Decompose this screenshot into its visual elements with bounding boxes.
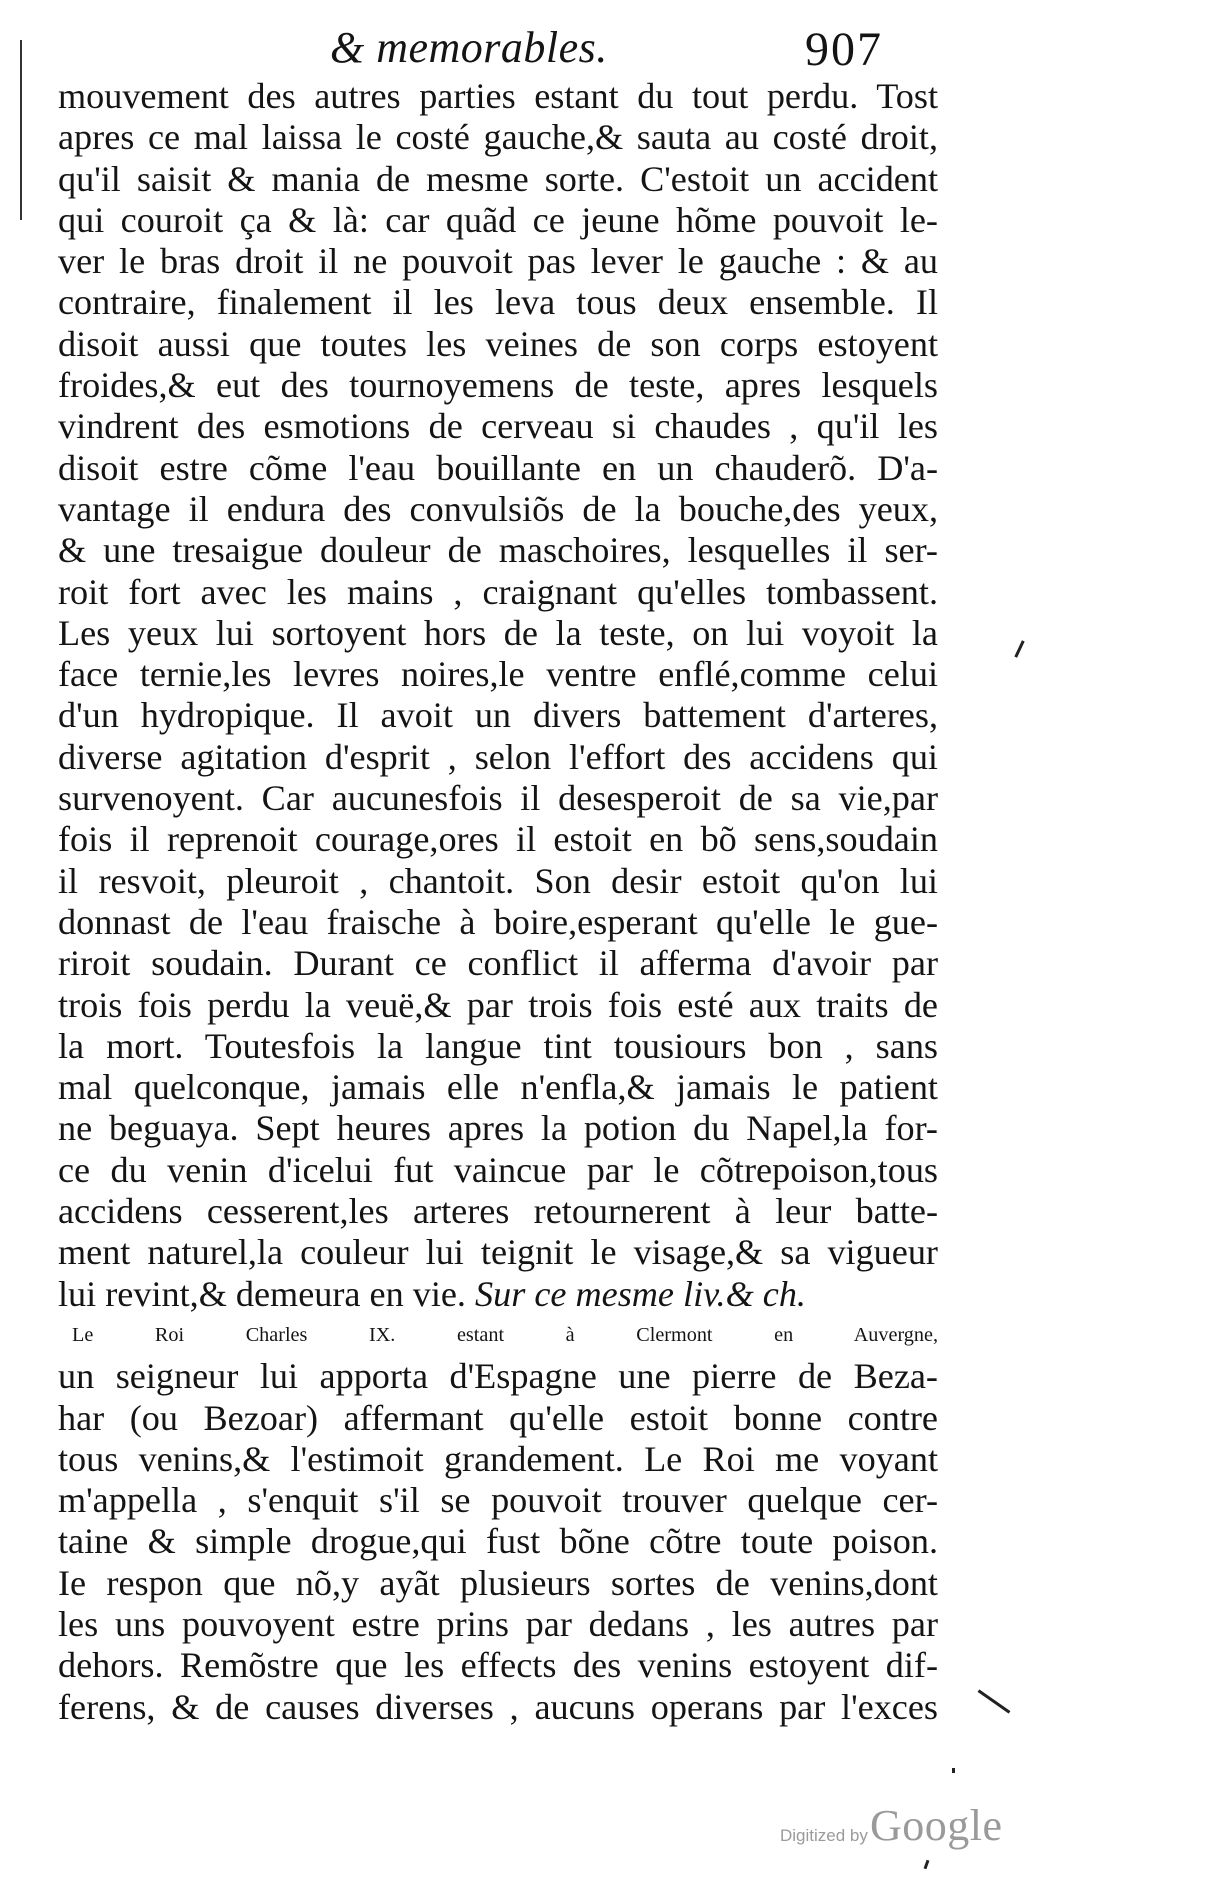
text-line-content: les uns pouvoyent estre prins par dedans , les autres par xyxy=(58,1603,938,1644)
google-logo: Google xyxy=(870,1801,1003,1850)
text-line xyxy=(58,943,938,984)
left-margin-rule xyxy=(20,40,22,220)
text-line xyxy=(58,861,938,902)
stray-ink-dot xyxy=(924,1860,930,1869)
text-line xyxy=(58,1067,938,1108)
text-line xyxy=(58,1274,938,1315)
text-line-content: froides,& eut des tournoyemens de teste, apres lesquels xyxy=(58,365,938,406)
text-line xyxy=(58,365,938,406)
text-line-content: accidens cesserent,les arteres retournerent à leur batte- xyxy=(58,1191,938,1232)
text-line-content: har (ou Bezoar) affermant qu'elle estoit bonne contre xyxy=(58,1397,938,1438)
text-line-content: il resvoit, pleuroit , chantoit. Son desir estoit qu'on lui xyxy=(58,860,938,901)
text-line xyxy=(58,406,938,447)
text-line xyxy=(58,737,938,778)
text-line-content: d'un hydropique. Il avoit un divers battement d'arteres, xyxy=(58,695,938,736)
text-line-content: survenoyent. Car aucunesfois il desesperoit de sa vie,par xyxy=(58,778,938,819)
text-line-content: diverse agitation d'esprit , selon l'effort des accidens qui xyxy=(58,736,938,777)
text-line xyxy=(58,1645,938,1686)
text-line-content: un seigneur lui apporta d'Espagne une pierre de Beza- xyxy=(58,1356,938,1397)
text-line-content: contraire, finalement il les leva tous deux ensemble. Il xyxy=(58,282,938,323)
text-line xyxy=(58,117,938,158)
text-line-content: lui revint,& demeura en vie. xyxy=(58,1273,476,1314)
text-line xyxy=(58,613,938,654)
text-line xyxy=(58,1398,938,1439)
text-line-content: ment naturel,la couleur lui teignit le visage,& sa vigueur xyxy=(58,1232,938,1273)
text-line xyxy=(58,654,938,695)
text-line xyxy=(58,902,938,943)
text-line xyxy=(58,324,938,365)
text-line-content: ne beguaya. Sept heures apres la potion du Napel,la for- xyxy=(58,1108,938,1149)
text-line xyxy=(58,695,938,736)
text-line xyxy=(58,530,938,571)
text-line xyxy=(58,241,938,282)
running-head-title: & memorables. xyxy=(330,23,608,72)
text-line xyxy=(58,1315,938,1356)
text-line xyxy=(58,985,938,1026)
text-line-content: Les yeux lui sortoyent hors de la teste, on lui voyoit la xyxy=(58,612,938,653)
text-line-content: m'appella , s'enquit s'il se pouvoit trouver quelque cer- xyxy=(58,1480,938,1521)
text-line xyxy=(58,489,938,530)
text-line xyxy=(58,1150,938,1191)
text-line xyxy=(58,1191,938,1232)
text-line xyxy=(58,159,938,200)
text-line-content: ver le bras droit il ne pouvoit pas lever le gauche : & au xyxy=(58,241,938,282)
text-line-content: vindrent des esmotions de cerveau si chaudes , qu'il les xyxy=(58,406,938,447)
watermark-prefix: Digitized by xyxy=(780,1826,868,1845)
text-line xyxy=(58,572,938,613)
text-line xyxy=(58,282,938,323)
text-line-content: vantage il endura des convulsiõs de la bouche,des yeux, xyxy=(58,488,938,529)
text-line-content: & une tresaigue douleur de maschoires, lesquelles il ser- xyxy=(58,530,938,571)
text-line-content: donnast de l'eau fraische à boire,esperant qu'elle le gue- xyxy=(58,901,938,942)
text-line xyxy=(58,1521,938,1562)
text-line xyxy=(58,1604,938,1645)
running-head xyxy=(330,22,930,82)
text-line xyxy=(58,1439,938,1480)
text-line xyxy=(58,1108,938,1149)
text-line xyxy=(58,1563,938,1604)
text-line-content: fois il reprenoit courage,ores il estoit en bõ sens,soudain xyxy=(58,819,938,860)
text-line-content: disoit aussi que toutes les veines de son corps estoyent xyxy=(58,323,938,364)
text-line-content: taine & simple drogue,qui fust bõne cõtre toute poison. xyxy=(58,1521,938,1562)
text-line xyxy=(58,448,938,489)
page-number: 907 xyxy=(805,23,883,76)
text-line xyxy=(58,819,938,860)
text-line-content: ferens, & de causes diverses , aucuns operans par l'exces xyxy=(58,1686,938,1727)
text-line-content: ce du venin d'icelui fut vaincue par le cõtrepoison,tous xyxy=(58,1149,938,1190)
text-line-content: disoit estre cõme l'eau bouillante en un chauderõ. D'a- xyxy=(58,447,938,488)
text-line-content: dehors. Remõstre que les effects des venins estoyent dif- xyxy=(58,1645,938,1686)
text-line-content: qu'il saisit & mania de mesme sorte. C'estoit un accident xyxy=(58,158,938,199)
google-watermark xyxy=(780,1800,1040,1860)
text-line xyxy=(58,1480,938,1521)
text-line-content: tous venins,& l'estimoit grandement. Le Roi me voyant xyxy=(58,1438,938,1479)
text-line-content: riroit soudain. Durant ce conflict il afferma d'avoir par xyxy=(58,943,938,984)
text-line-content: face ternie,les levres noires,le ventre enflé,comme celui xyxy=(58,654,938,695)
text-line xyxy=(58,76,938,117)
text-line xyxy=(58,200,938,241)
text-line-content: roit fort avec les mains , craignant qu'elles tombassent. xyxy=(58,571,938,612)
stray-ink-dot xyxy=(952,1768,955,1773)
source-citation: Sur ce mesme liv.& ch. xyxy=(475,1273,806,1314)
text-line-content: mouvement des autres parties estant du tout perdu. Tost xyxy=(58,76,938,116)
text-line-content: Le Roi Charles IX. estant à Clermont en Auvergne, xyxy=(72,1323,938,1346)
text-line-content: Ie respon que nõ,y ayãt plusieurs sortes de venins,dont xyxy=(58,1562,938,1603)
text-line-content: la mort. Toutesfois la langue tint tousiours bon , sans xyxy=(58,1025,938,1066)
text-line xyxy=(58,1356,938,1397)
text-line-content: qui couroit ça & là: car quãd ce jeune hõme pouvoit le- xyxy=(58,199,938,240)
text-line xyxy=(58,778,938,819)
body-text xyxy=(58,76,938,1728)
text-line xyxy=(58,1232,938,1273)
text-line-content: apres ce mal laissa le costé gauche,& sauta au costé droit, xyxy=(58,117,938,158)
text-line xyxy=(58,1026,938,1067)
stray-ink-mark xyxy=(1014,640,1024,658)
stray-ink-mark xyxy=(978,1689,1011,1713)
text-line xyxy=(58,1687,938,1728)
text-line-content: trois fois perdu la veuë,& par trois fois esté aux traits de xyxy=(58,984,938,1025)
text-line-content: mal quelconque, jamais elle n'enfla,& jamais le patient xyxy=(58,1067,938,1108)
